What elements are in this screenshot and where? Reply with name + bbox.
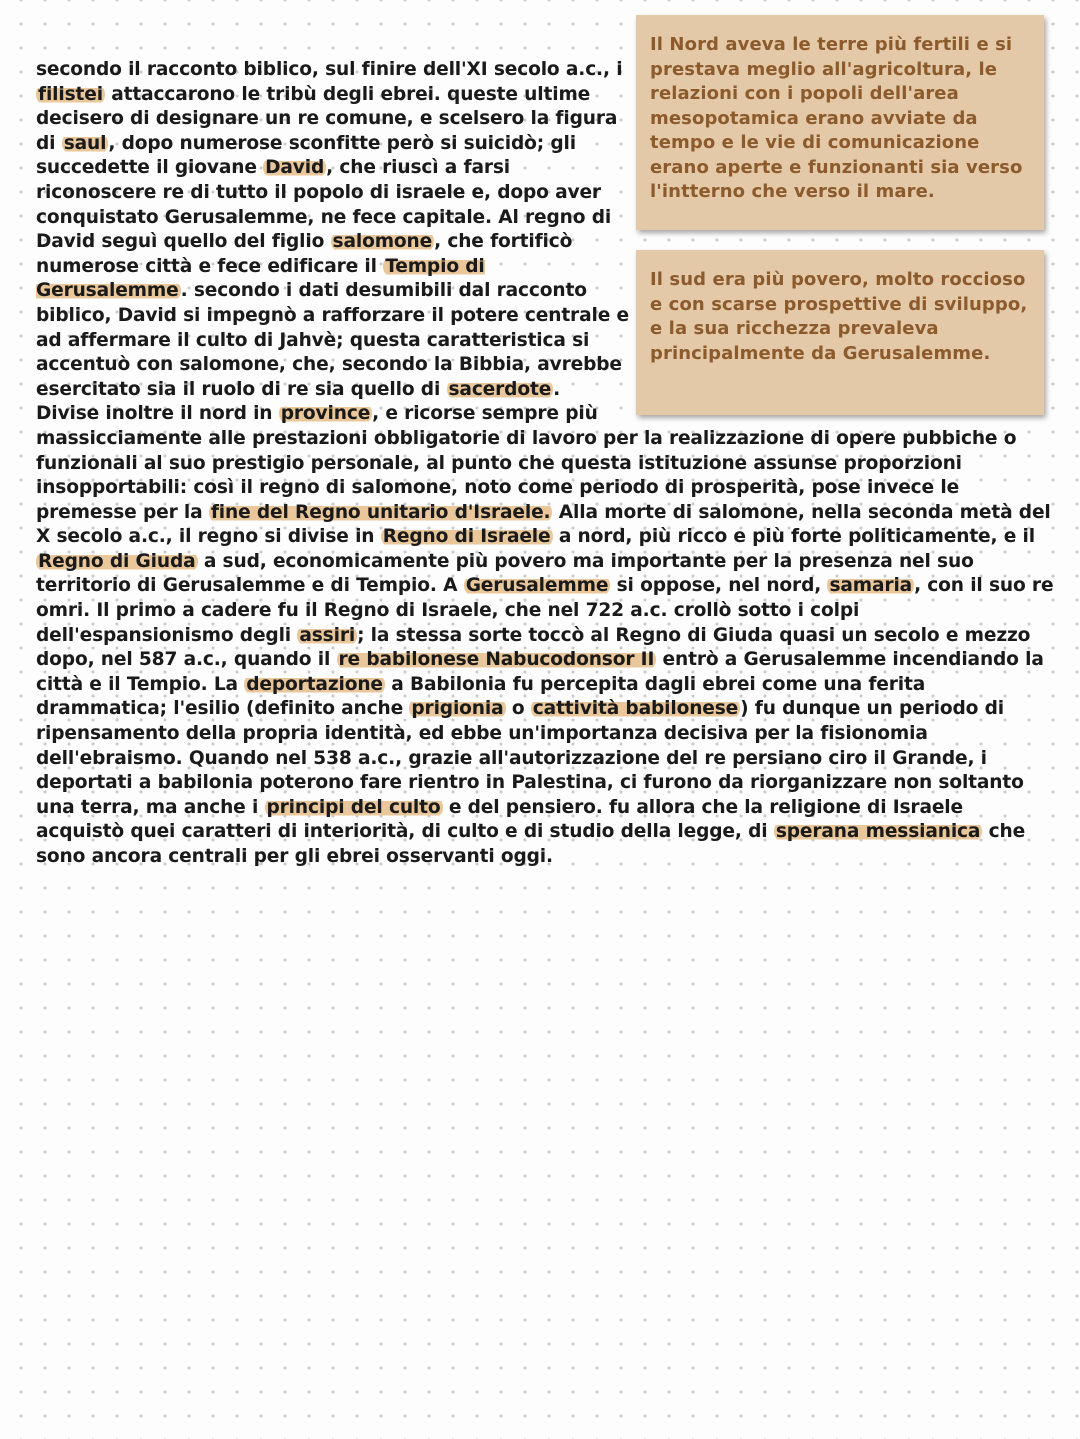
highlight-gerusalemme: Gerusalemme bbox=[465, 575, 609, 597]
text-run: secondo il racconto biblico, sul finire dell'XI secolo a.c., i bbox=[36, 59, 623, 80]
highlight-province: province bbox=[280, 403, 371, 425]
highlight-tempio: Tempio di Gerusalemme bbox=[36, 255, 485, 302]
text-run: , che fortificò numerose città e fece edificare il bbox=[36, 231, 573, 277]
note-north-text: Il Nord aveva le terre più fertili e si prestava meglio all'agricoltura, le relazioni con i popoli dell'area mesopotamica erano avviate da tempo e le vie di comunicazione erano aperte e funzionanti sia verso l'intterno che verso il mare. bbox=[650, 34, 1023, 202]
text-run: a nord, più ricco e più forte politicamente, e il bbox=[552, 526, 1035, 548]
highlight-saul: saul bbox=[63, 132, 107, 154]
highlight-assiri: assiri bbox=[299, 624, 356, 646]
text-run: e del pensiero. fu allora che la religione di Israele acquistò quei caratteri di interiorità, di culto e di studio della legge, di bbox=[36, 796, 963, 843]
highlight-cattivita: cattività babilonese bbox=[532, 698, 739, 720]
text-run: ; la stessa sorte toccò al Regno di Giuda quasi un secolo e mezzo dopo, nel 587 a.c., quando il bbox=[36, 624, 1031, 671]
text-run: o bbox=[505, 698, 531, 720]
text-run: . secondo i dati desumibili dal racconto biblico, David si impegnò a rafforzare il potere centrale e ad affermare il culto di Jahvè; questa caratteristica si accentuò con salomone, che, secondo la Bibbia, avrebbe esercitato sia il ruolo di re sia quello di bbox=[36, 280, 629, 400]
text-run: a Babilonia fu percepita dagli ebrei come una ferita drammatica; l'esilio (definito anche bbox=[36, 673, 926, 720]
text-run: Alla morte di salomone, nella seconda metà del X secolo a.c., il regno si divise in bbox=[36, 501, 1051, 548]
text-run: entrò a Gerusalemme incendiando la città e il Tempio. La bbox=[36, 649, 1044, 695]
text-run: ) fu dunque un periodo di ripensamento della propria identità, ed ebbe un'importanza decisiva per la fisionomia dell'ebraismo. Quando nel 538 a.c., grazie all'autorizzazione del re persiano ciro il Grande, i deportati a babilonia poterono fare rientro in Palestina, ci furono da riorganizzare non soltanto una terra, ma anche i bbox=[36, 698, 1024, 818]
highlight-david: David bbox=[265, 157, 325, 179]
text-run: si oppose, nel nord, bbox=[610, 575, 828, 597]
text-run: che sono ancora centrali per gli ebrei osservanti oggi. bbox=[36, 821, 1026, 867]
note-south-text: Il sud era più povero, molto roccioso e con scarse prospettive di sviluppo, e la sua ricchezza prevaleva principalmente da Gerusalemme. bbox=[650, 269, 1028, 364]
highlight-salomone: salomone bbox=[332, 231, 433, 253]
text-run: , e ricorse sempre più massicciamente alle prestazioni obbligatorie di lavoro per la realizzazione di opere pubbiche o funzionali al suo prestigio personale, al punto che questa istituzione assunse proporzioni insopportabili: così il regno di salomone, noto come periodo di prosperità, pose invece le premesse per la bbox=[36, 403, 1017, 523]
highlight-samaria: samaria bbox=[829, 575, 913, 597]
highlight-filistei: filistei bbox=[38, 83, 103, 105]
highlight-principi-culto: principi del culto bbox=[266, 796, 441, 818]
text-run: . Divise inoltre il nord in bbox=[36, 378, 561, 425]
highlight-regno-giuda: Regno di Giuda bbox=[38, 550, 196, 572]
highlight-regno-israele: Regno di Israele bbox=[382, 526, 551, 548]
text-run: , con il suo re omri. Il primo a cadere fu il Regno di Israele, che nel 722 a.c. crollò sotto i colpi dell'espansionismo degli bbox=[36, 575, 1054, 646]
highlight-speranza: sperana messianica bbox=[775, 821, 981, 843]
highlight-sacerdote: sacerdote bbox=[448, 378, 552, 400]
highlight-prigionia: prigionia bbox=[411, 698, 504, 720]
highlight-deportazione: deportazione bbox=[246, 673, 383, 695]
highlight-fine-regno: fine del Regno unitario d'Israele. bbox=[210, 501, 551, 523]
text-run: attaccarono le tribù degli ebrei. queste ultime decisero di designare un re comune, e scelsero la figura di bbox=[36, 83, 618, 154]
note-spacer bbox=[629, 58, 1054, 420]
text-run: a sud, economicamente più povero ma importante per la presenza nel suo territorio di Gerusalemme e di Tempio. A bbox=[36, 550, 974, 597]
main-text bbox=[36, 58, 1054, 870]
highlight-nabucodonosor: re babilonese Nabucodonsor II bbox=[338, 649, 655, 671]
text-run: , che riuscì a farsi riconoscere re di tutto il popolo di israele e, dopo aver conquistato Gerusalemme, ne fece capitale. Al regno di David seguì quello del figlio bbox=[36, 157, 612, 253]
text-run: , dopo numerose sconfitte però si suicidò; gli succedette il giovane bbox=[36, 132, 576, 179]
